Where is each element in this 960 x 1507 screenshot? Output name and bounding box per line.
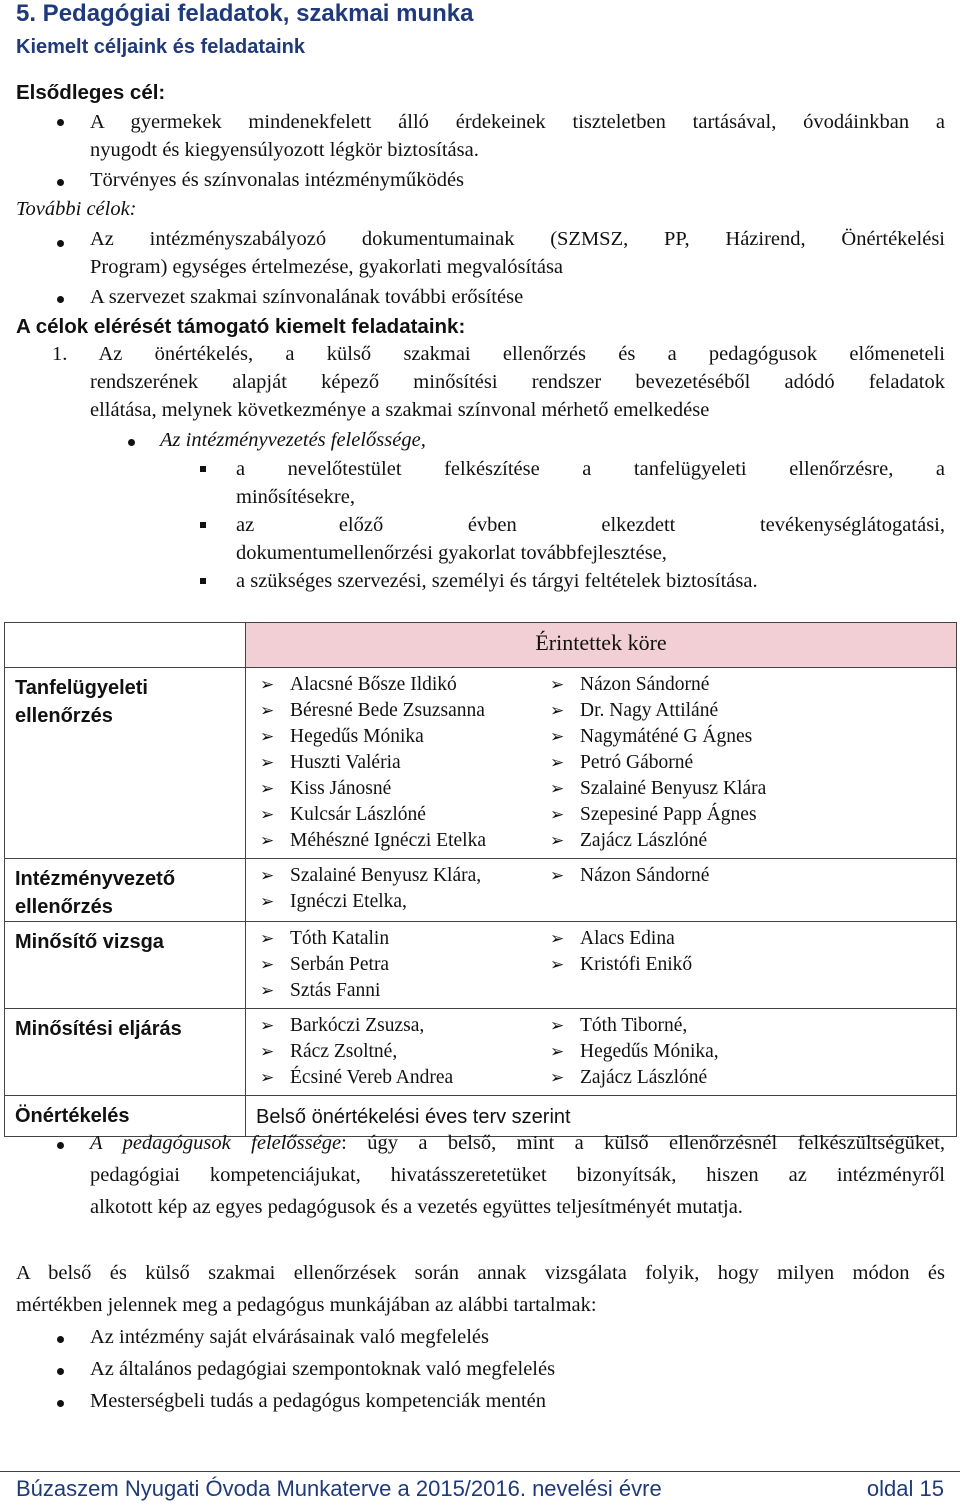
square-bullet-icon xyxy=(200,466,206,472)
name-item: ➢ Kristófi Enikő xyxy=(550,952,692,978)
name-item: ➢ Szalainé Benyusz Klára xyxy=(550,776,766,802)
subtask-1-line-1: a nevelőtestület felkészítése a tanfelügyeleti ellenőrzésre, a xyxy=(236,458,945,480)
name-item: ➢ Écsiné Vereb Andrea xyxy=(260,1065,550,1091)
list-item: Az általános pedagógiai szempontoknak való megfelelés xyxy=(90,1358,556,1380)
square-bullet-icon xyxy=(200,578,206,584)
inspection-line-1: A belső és külső szakmai ellenőrzések során annak vizsgálata folyik, hogy milyen módon és xyxy=(16,1262,945,1284)
row-category: Önértékelés xyxy=(5,1096,246,1137)
further-goal-text-2: Program) egységes értelmezése, gyakorlati megvalósítása xyxy=(90,256,564,278)
list-item: Az intézmény saját elvárásainak való megfelelés xyxy=(90,1326,489,1348)
name-item: ➢ Serbán Petra xyxy=(260,952,550,978)
bullet-icon xyxy=(57,240,64,247)
names-cell xyxy=(246,668,957,859)
names-cell xyxy=(246,859,957,922)
name-item: ➢ Názon Sándorné xyxy=(550,672,766,698)
section-title: 5. Pedagógiai feladatok, szakmai munka xyxy=(16,0,474,27)
name-item: ➢ Méhészné Ignéczi Etelka xyxy=(260,828,550,854)
inspection-line-2: mértékben jelennek meg a pedagógus munkájában az alábbi tartalmak: xyxy=(16,1294,597,1316)
footer-divider xyxy=(0,1471,960,1472)
table-row xyxy=(5,859,957,922)
name-item: ➢ Sztás Fanni xyxy=(260,978,550,1004)
table-header-row xyxy=(5,623,957,668)
primary-goal-label: Elsődleges cél: xyxy=(16,81,166,104)
row-category: Intézményvezető ellenőrzés xyxy=(5,859,246,922)
table-header: Érintettek köre xyxy=(246,623,957,668)
task-1-line-1: 1. Az önértékelés, a külső szakmai ellenőrzés és a pedagógusok előmeneteli xyxy=(52,343,945,365)
names-cell xyxy=(246,922,957,1009)
subtask-2-line-2: dokumentumellenőrzési gyakorlat továbbfejlesztése, xyxy=(236,542,667,564)
bullet-icon xyxy=(128,439,135,446)
self-evaluation-text: Belső önértékelési éves terv szerint xyxy=(246,1096,957,1137)
subtask-1-line-2: minősítésekre, xyxy=(236,486,355,508)
responsibility-line-2: pedagógiai kompetenciájukat, hivatásszeretetüket bizonyítsák, hiszen az intézményről xyxy=(90,1164,945,1186)
name-item: ➢ Tóth Tiborné, xyxy=(550,1013,719,1039)
subtask-2-line-1: az előző évben elkezdett tevékenységlátogatási, xyxy=(236,514,945,536)
name-item: ➢ Alacsné Bősze Ildikó xyxy=(260,672,550,698)
name-item: ➢ Zajácz Lászlóné xyxy=(550,1065,719,1091)
bullet-icon xyxy=(57,1336,64,1343)
name-item: ➢ Huszti Valéria xyxy=(260,750,550,776)
bullet-icon xyxy=(57,1400,64,1407)
page-number: oldal 15 xyxy=(866,1476,944,1501)
responsibility-line-3: alkotott kép az egyes pedagógusok és a vezetés együttes teljesítményét mutatja. xyxy=(90,1196,743,1218)
bullet-icon xyxy=(57,1368,64,1375)
table-header-blank xyxy=(5,623,246,668)
square-bullet-icon xyxy=(200,522,206,528)
primary-goal-text-1: A gyermekek mindenekfelett álló érdekeinek tiszteletben tartásával, óvodáinkban a xyxy=(90,111,945,133)
primary-goal-text-2: nyugodt és kiegyensúlyozott légkör biztosítása. xyxy=(90,139,479,161)
name-item: ➢ Hegedűs Mónika xyxy=(260,724,550,750)
list-item: Mesterségbeli tudás a pedagógus kompetenciák mentén xyxy=(90,1390,546,1412)
name-item: ➢ Tóth Katalin xyxy=(260,926,550,952)
name-item: ➢ Béresné Bede Zsuzsanna xyxy=(260,698,550,724)
row-category: Minősítési eljárás xyxy=(5,1009,246,1096)
name-item: ➢ Szepesiné Papp Ágnes xyxy=(550,802,766,828)
footer-title: Búzaszem Nyugati Óvoda Munkaterve a 2015/2016. nevelési évre xyxy=(16,1476,662,1501)
responsibility-rest: : úgy a belső, mint a külső ellenőrzésnél felkészültségüket, xyxy=(341,1132,946,1154)
bullet-icon xyxy=(57,179,64,186)
name-item: ➢ Szalainé Benyusz Klára, xyxy=(260,863,550,889)
bullet-icon xyxy=(57,1142,64,1149)
affected-persons-table xyxy=(4,622,957,1137)
name-item: ➢ Petró Gáborné xyxy=(550,750,766,776)
further-goal-item-2: A szervezet szakmai színvonalának további erősítése xyxy=(90,286,524,308)
leadership-responsibility: Az intézményvezetés felelőssége, xyxy=(160,429,426,451)
bullet-icon xyxy=(57,119,64,126)
table-row xyxy=(5,1009,957,1096)
bullet-icon xyxy=(57,296,64,303)
name-item: ➢ Kiss Jánosné xyxy=(260,776,550,802)
row-category: Minősítő vizsga xyxy=(5,922,246,1009)
responsibility-line-1 xyxy=(90,1129,945,1158)
subtask-3: a szükséges szervezési, személyi és tárgyi feltételek biztosítása. xyxy=(236,570,758,592)
name-item: ➢ Barkóczi Zsuzsa, xyxy=(260,1013,550,1039)
name-item: ➢ Alacs Edina xyxy=(550,926,692,952)
further-goals-label: További célok: xyxy=(16,198,137,220)
tasks-label: A célok elérését támogató kiemelt feladataink: xyxy=(16,315,466,338)
table-row xyxy=(5,922,957,1009)
names-cell xyxy=(246,1009,957,1096)
row-category: Tanfelügyeleti ellenőrzés xyxy=(5,668,246,859)
name-item: ➢ Názon Sándorné xyxy=(550,863,709,889)
task-1-line-2: rendszerének alapját képező minősítési rendszer bevezetéséből adódó feladatok xyxy=(90,371,945,393)
further-goal-text-1: Az intézményszabályozó dokumentumainak (SZMSZ, PP, Házirend, Önértékelési xyxy=(90,228,945,250)
name-item: ➢ Nagymáténé G Ágnes xyxy=(550,724,766,750)
name-item: ➢ Kulcsár Lászlóné xyxy=(260,802,550,828)
name-item: ➢ Hegedűs Mónika, xyxy=(550,1039,719,1065)
primary-goal-item-2: Törvényes és színvonalas intézményműködés xyxy=(90,169,465,191)
name-item: ➢ Zajácz Lászlóné xyxy=(550,828,766,854)
section-subtitle: Kiemelt céljaink és feladataink xyxy=(16,36,306,58)
name-item: ➢ Ignéczi Etelka, xyxy=(260,889,550,915)
name-item: ➢ Dr. Nagy Attiláné xyxy=(550,698,766,724)
task-1-line-3: ellátása, melynek következménye a szakmai színvonal mérhető emelkedése xyxy=(90,399,710,421)
table-row xyxy=(5,668,957,859)
name-item: ➢ Rácz Zsoltné, xyxy=(260,1039,550,1065)
responsibility-lead: A pedagógusok felelőssége xyxy=(90,1132,342,1154)
